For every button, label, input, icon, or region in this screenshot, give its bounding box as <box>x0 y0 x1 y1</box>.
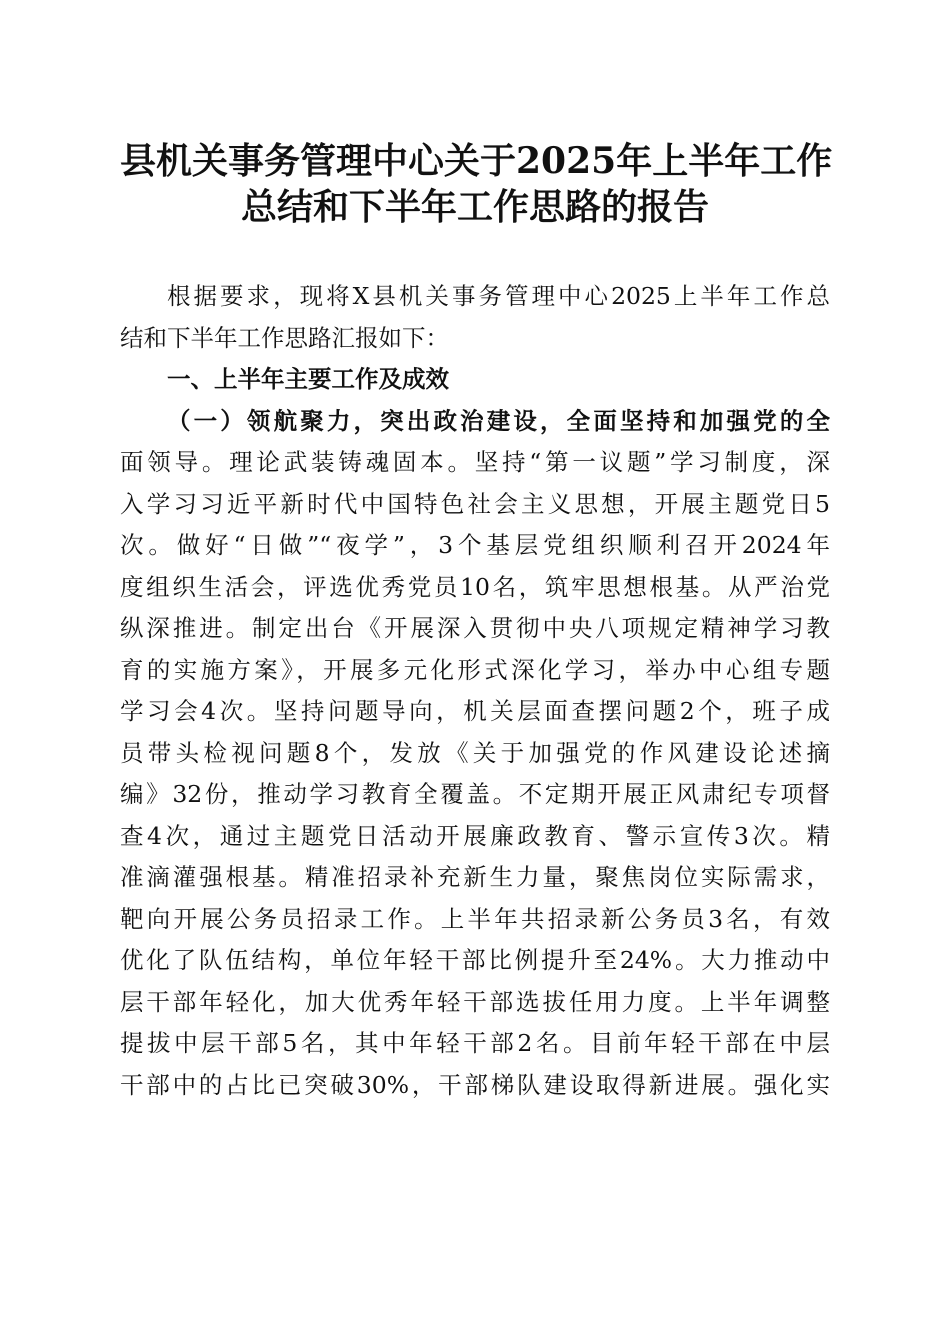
body-line-9: 编》32份，推动学习教育全覆盖。不定期开展正风肃纪专项督 <box>120 780 830 808</box>
body-line-6: 育的实施方案》，开展多元化形式深化学习，举办中心组专题 <box>120 655 830 684</box>
body-line-7: 学习会4次。坚持问题导向，机关层面查摆问题2个，班子成 <box>120 697 830 725</box>
body-line-4: 度组织生活会，评选优秀党员10名，筑牢思想根基。从严治党 <box>120 572 830 601</box>
body-line-14: 层干部年轻化，加大优秀年轻干部选拔任用力度。上半年调整 <box>120 987 830 1016</box>
subsection-heading: （一）领航聚力，突出政治建设，全面坚持和加强党的全 <box>167 406 830 435</box>
body-line-13: 优化了队伍结构，单位年轻干部比例提升至24%。大力推动中 <box>120 946 830 974</box>
body-line-2: 入学习习近平新时代中国特色社会主义思想，开展主题党日5 <box>120 489 830 518</box>
body-line-1: 面领导。理论武装铸魂固本。坚持“第一议题”学习制度，深 <box>120 448 830 476</box>
intro-line-2: 结和下半年工作思路汇报如下： <box>120 323 449 352</box>
body-line-3: 次。做好“日做”“夜学”，3个基层党组织顺利召开2024年 <box>120 531 830 559</box>
body-line-15: 提拔中层干部5名，其中年轻干部2名。目前年轻干部在中层 <box>120 1029 830 1057</box>
body-line-10: 查4次，通过主题党日活动开展廉政教育、警示宣传3次。精 <box>120 821 830 850</box>
title-line-2: 总结和下半年工作思路的报告 <box>240 186 709 228</box>
body-line-5: 纵深推进。制定出台《开展深入贯彻中央八项规定精神学习教 <box>120 614 830 642</box>
body-line-12: 靶向开展公务员招录工作。上半年共招录新公务员3名，有效 <box>120 904 830 933</box>
intro-line-1: 根据要求，现将X县机关事务管理中心2025上半年工作总 <box>167 282 830 310</box>
document-title <box>120 138 833 230</box>
title-line-1: 县机关事务管理中心关于2025年上半年工作 <box>120 140 833 182</box>
body-line-16: 干部中的占比已突破30%，干部梯队建设取得新进展。强化实 <box>120 1070 830 1099</box>
body-line-11: 准滴灌强根基。精准招录补充新生力量，聚焦岗位实际需求， <box>120 863 830 891</box>
body-line-8: 员带头检视问题8个，发放《关于加强党的作风建设论述摘 <box>120 738 830 767</box>
document-body <box>120 276 830 1106</box>
section-heading: 一、上半年主要工作及成效 <box>167 365 449 393</box>
